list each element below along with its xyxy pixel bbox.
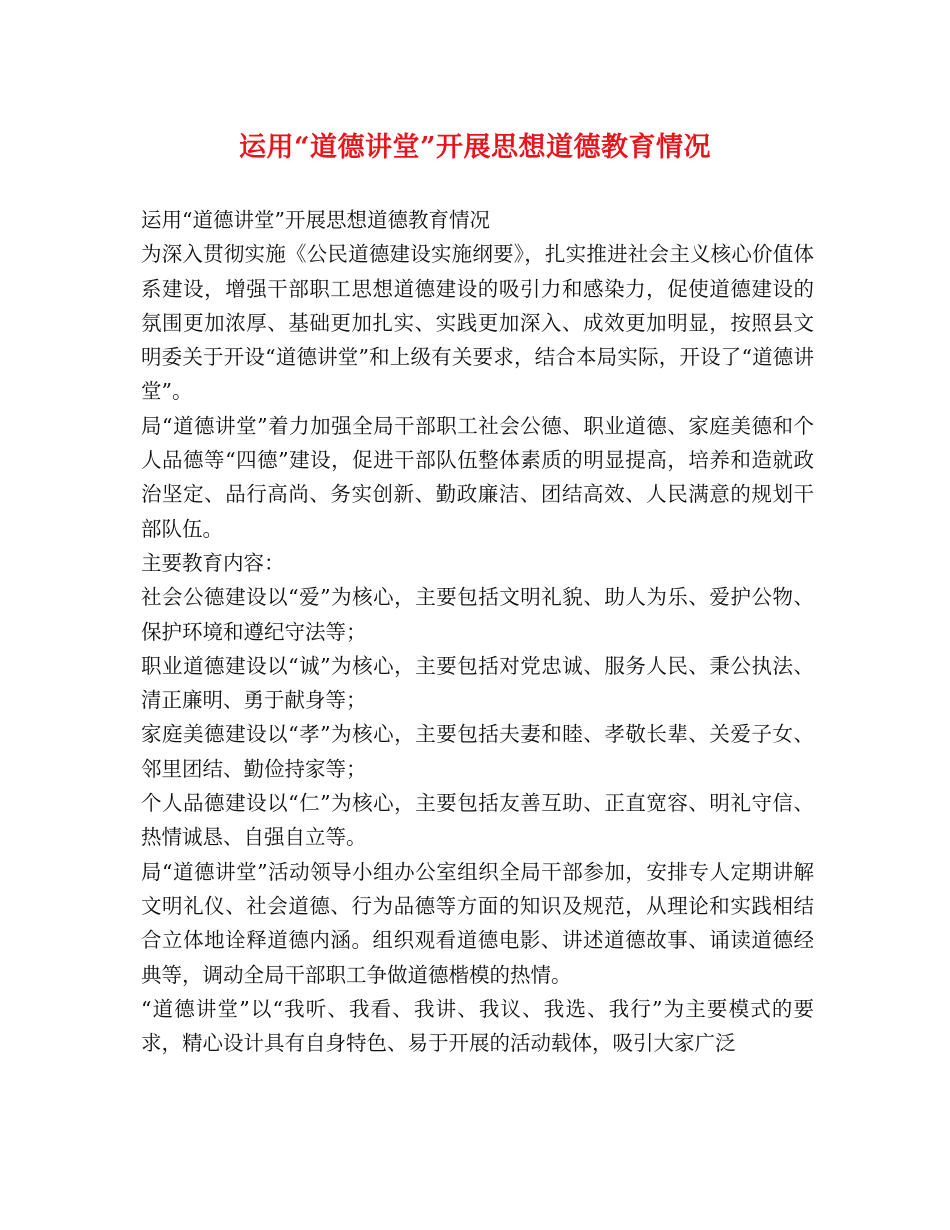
subtitle-paragraph: 运用“道德讲堂”开展思想道德教育情况 <box>141 208 490 232</box>
body-paragraph: 社会公德建设以“爱”为核心，主要包括文明礼貌、助人为乐、爱护公物、保护环境和遵纪守法等； <box>141 585 814 644</box>
body-paragraph: 家庭美德建设以“孝”为核心，主要包括夫妻和睦、孝敬长辈、关爱子女、邻里团结、勤俭持家等； <box>141 722 814 781</box>
section-heading: 主要教育内容： <box>141 550 285 575</box>
body-paragraph: 局“道德讲堂”活动领导小组办公室组织全局干部参加，安排专人定期讲解文明礼仪、社会道德、行为品德等方面的知识及规范，从理论和实践相结合立体地诠释道德内涵。组织观看道德电影、讲述道德故事、诵读道德经典等，调动全局干部职工争做道德楷模的热情。 <box>141 859 814 987</box>
body-paragraph: 个人品德建设以“仁”为核心，主要包括友善互助、正直宽容、明礼守信、热情诚恳、自强自立等。 <box>141 791 814 850</box>
body-paragraph: 为深入贯彻实施《公民道德建设实施纲要》，扎实推进社会主义核心价值体系建设，增强干部职工思想道德建设的吸引力和感染力，促使道德建设的氛围更加浓厚、基础更加扎实、实践更加深入、成效更加明显，按照县文明委关于开设“道德讲堂”和上级有关要求，结合本局实际，开设了“道德讲堂”。 <box>141 242 814 404</box>
body-paragraph: 职业道德建设以“诚”为核心，主要包括对党忠诚、服务人民、秉公执法、清正廉明、勇于献身等； <box>141 653 814 713</box>
body-paragraph: “道德讲堂”以“我听、我看、我讲、我议、我选、我行”为主要模式的要求，精心设计具有自身特色、易于开展的活动载体，吸引大家广泛 <box>141 996 814 1056</box>
document-title: 运用“道德讲堂”开展思想道德教育情况 <box>238 132 712 163</box>
document-body <box>141 203 814 1060</box>
body-paragraph: 局“道德讲堂”着力加强全局干部职工社会公德、职业道德、家庭美德和个人品德等“四德”建设，促进干部队伍整体素质的明显提高，培养和造就政治坚定、品行高尚、务实创新、勤政廉洁、团结高效、人民满意的规划干部队伍。 <box>141 413 814 541</box>
